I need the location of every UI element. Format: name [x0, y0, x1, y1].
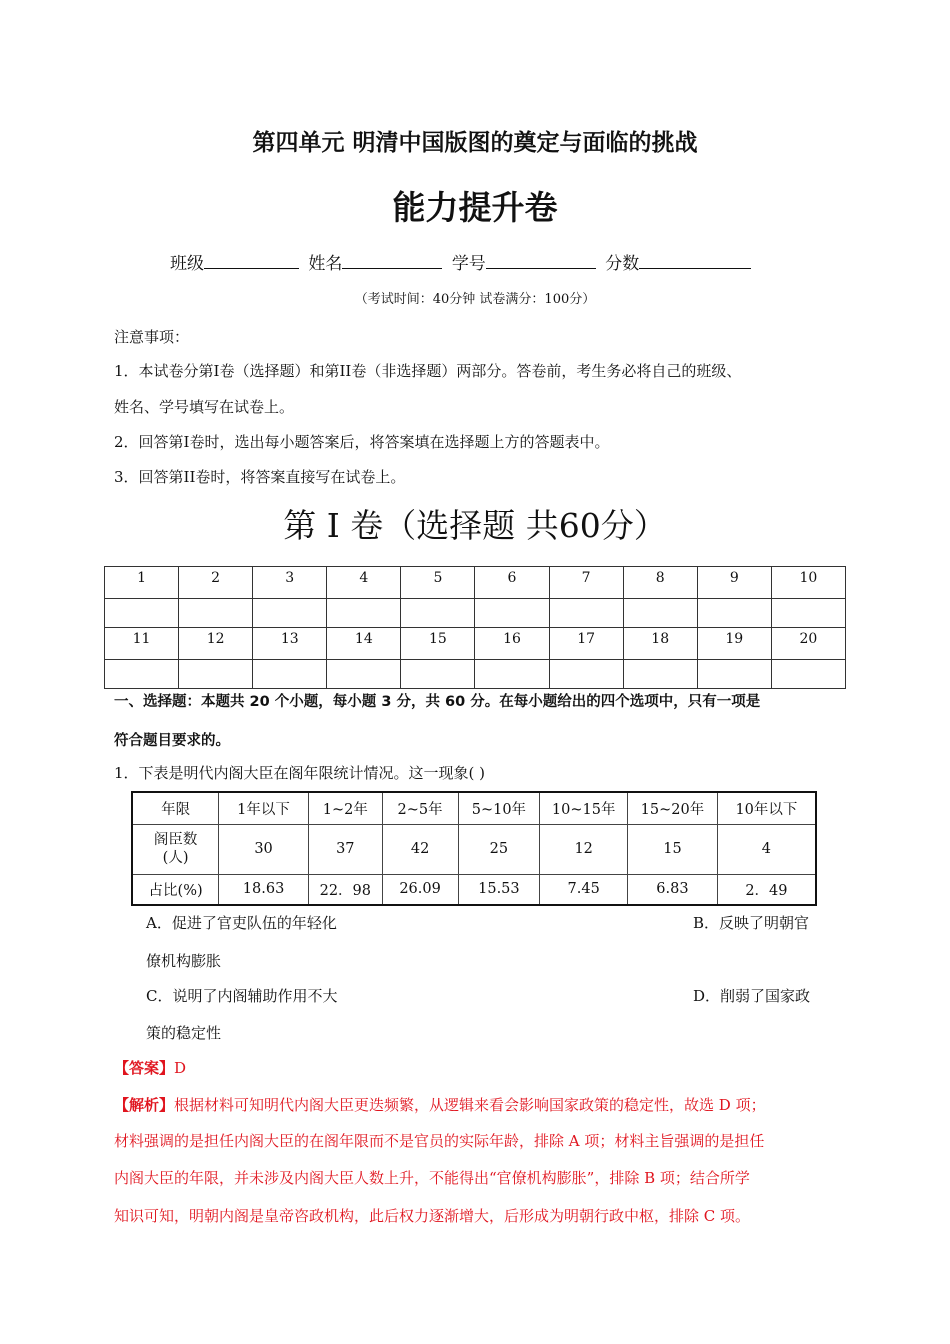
table-cell: 25	[458, 824, 540, 874]
answer-cell[interactable]	[623, 599, 697, 628]
table-cell: 30	[219, 824, 309, 874]
table-cell: 4	[717, 824, 816, 874]
answer-cell[interactable]	[475, 660, 549, 689]
option-c[interactable]: C．说明了内阁辅助作用不大	[146, 987, 338, 1005]
row-label-line-2: (人)	[162, 850, 189, 866]
note-item-3: 3．回答第II卷时，将答案直接写在试卷上。	[114, 468, 406, 486]
answer-grid	[104, 566, 846, 689]
answer-grid-blank-row	[105, 599, 846, 628]
score-field[interactable]	[639, 250, 751, 269]
question-number-cell: 12	[179, 628, 253, 660]
tenure-statistics-table	[131, 791, 817, 906]
student-id-field[interactable]	[486, 250, 596, 269]
analysis-text: 根据材料可知明代内阁大臣更迭频繁，从逻辑来看会影响国家政策的稳定性，故选 D 项；	[174, 1096, 766, 1114]
note-item-1-cont: 姓名、学号填写在试卷上。	[114, 398, 295, 416]
question-number-cell: 17	[549, 628, 623, 660]
answer-label: 【答案】	[114, 1059, 175, 1077]
question-number-cell: 13	[253, 628, 327, 660]
note-item-2: 2．回答第I卷时，选出每小题答案后，将答案填在选择题上方的答题表中。	[114, 433, 610, 451]
question-number-cell: 2	[179, 567, 253, 599]
question-number-cell: 5	[401, 567, 475, 599]
answer-cell[interactable]	[549, 599, 623, 628]
answer-cell[interactable]	[253, 599, 327, 628]
analysis-label: 【解析】	[114, 1096, 175, 1114]
paper-title: 能力提升卷	[392, 188, 558, 227]
answer-cell[interactable]	[253, 660, 327, 689]
unit-title: 第四单元 明清中国版图的奠定与面临的挑战	[252, 130, 698, 156]
answer-cell[interactable]	[179, 660, 253, 689]
question-number-cell: 18	[623, 628, 697, 660]
class-field[interactable]	[204, 250, 299, 269]
option-a[interactable]: A．促进了官吏队伍的年轻化	[146, 914, 337, 932]
answer-cell[interactable]	[475, 599, 549, 628]
question-number-cell: 11	[105, 628, 179, 660]
option-b[interactable]: B．反映了明朝官	[693, 914, 810, 932]
analysis-line-4: 知识可知，明朝内阁是皇帝咨政机构，此后权力逐渐增大，后形成为明朝行政中枢，排除 C 项。	[114, 1207, 751, 1225]
question-number-cell: 1	[105, 567, 179, 599]
answer-cell[interactable]	[697, 599, 771, 628]
row-label-line-1: 阁臣数	[153, 832, 198, 848]
answer-grid-blank-row	[105, 660, 846, 689]
answer-cell[interactable]	[327, 660, 401, 689]
question-number-cell: 20	[771, 628, 845, 660]
option-d-continued: 策的稳定性	[146, 1024, 222, 1042]
question-number-cell: 16	[475, 628, 549, 660]
answer-cell[interactable]	[623, 660, 697, 689]
answer-line	[114, 1057, 186, 1078]
table-header: 年限	[132, 792, 219, 824]
answer-grid-number-row	[105, 628, 846, 660]
answer-grid-number-row	[105, 567, 846, 599]
table-row	[132, 824, 816, 874]
answer-cell[interactable]	[697, 660, 771, 689]
question-number-cell: 6	[475, 567, 549, 599]
question-number-cell: 4	[327, 567, 401, 599]
question-number-cell: 19	[697, 628, 771, 660]
question-number-cell: 14	[327, 628, 401, 660]
table-header: 2~5年	[382, 792, 458, 824]
analysis-line-1	[114, 1094, 766, 1115]
option-d[interactable]: D．削弱了国家政	[693, 987, 811, 1005]
question-number-cell: 9	[697, 567, 771, 599]
table-header: 1~2年	[308, 792, 382, 824]
table-cell: 26.09	[382, 874, 458, 905]
question-1-stem: 1．下表是明代内阁大臣在阁年限统计情况。这一现象( )	[114, 764, 486, 782]
table-cell: 12	[540, 824, 628, 874]
answer-value: D	[174, 1059, 187, 1077]
note-item-1: 1．本试卷分第I卷（选择题）和第II卷（非选择题）两部分。答卷前，考生务必将自己的班级、	[114, 362, 742, 380]
student-id-label: 学号	[451, 254, 486, 274]
table-header: 5~10年	[458, 792, 540, 824]
table-cell: 37	[308, 824, 382, 874]
name-field[interactable]	[342, 250, 442, 269]
answer-cell[interactable]	[549, 660, 623, 689]
question-number-cell: 3	[253, 567, 327, 599]
table-cell: 15.53	[458, 874, 540, 905]
instruction-line-2: 符合题目要求的。	[114, 733, 230, 749]
table-header: 10年以下	[717, 792, 816, 824]
table-cell: 18.63	[219, 874, 309, 905]
section-title: 第 I 卷（选择题 共60分）	[283, 506, 667, 545]
instruction-line-1: 本题共 20 个小题，每小题 3 分，共 60 分。在每小题给出的四个选项中，只有一项是	[201, 694, 761, 710]
question-number-cell: 15	[401, 628, 475, 660]
table-header: 15~20年	[628, 792, 718, 824]
answer-cell[interactable]	[771, 660, 845, 689]
table-row	[132, 874, 816, 905]
question-number-cell: 8	[623, 567, 697, 599]
table-header-row	[132, 792, 816, 824]
section-instruction	[114, 690, 760, 711]
row-label	[132, 824, 219, 874]
option-b-continued: 僚机构膨胀	[146, 952, 222, 970]
analysis-line-3: 内阁大臣的年限，并未涉及内阁大臣人数上升，不能得出“官僚机构膨胀”，排除 B 项；结合所学	[114, 1169, 750, 1187]
answer-cell[interactable]	[327, 599, 401, 628]
table-cell: 2．49	[717, 874, 816, 905]
question-number-cell: 10	[771, 567, 845, 599]
analysis-line-2: 材料强调的是担任内阁大臣的在阁年限而不是官员的实际年龄，排除 A 项；材料主旨强调的是担任	[114, 1132, 765, 1150]
student-info-row	[170, 249, 755, 274]
table-cell: 15	[628, 824, 718, 874]
table-cell: 22．98	[308, 874, 382, 905]
answer-cell[interactable]	[401, 599, 475, 628]
notes-heading: 注意事项：	[114, 328, 190, 346]
answer-cell[interactable]	[105, 599, 179, 628]
exam-meta: （考试时间：40分钟 试卷满分：100分）	[354, 292, 596, 307]
table-cell: 6.83	[628, 874, 718, 905]
class-label: 班级	[170, 254, 204, 274]
answer-cell[interactable]	[771, 599, 845, 628]
table-cell: 42	[382, 824, 458, 874]
answer-cell[interactable]	[105, 660, 179, 689]
score-label: 分数	[605, 254, 640, 274]
answer-cell[interactable]	[401, 660, 475, 689]
table-cell: 7.45	[540, 874, 628, 905]
row-label: 占比(%)	[132, 874, 219, 905]
table-header: 1年以下	[219, 792, 309, 824]
answer-cell[interactable]	[179, 599, 253, 628]
question-number-cell: 7	[549, 567, 623, 599]
instruction-prefix: 一、选择题：	[114, 694, 201, 710]
name-label: 姓名	[308, 254, 343, 274]
table-header: 10~15年	[540, 792, 628, 824]
